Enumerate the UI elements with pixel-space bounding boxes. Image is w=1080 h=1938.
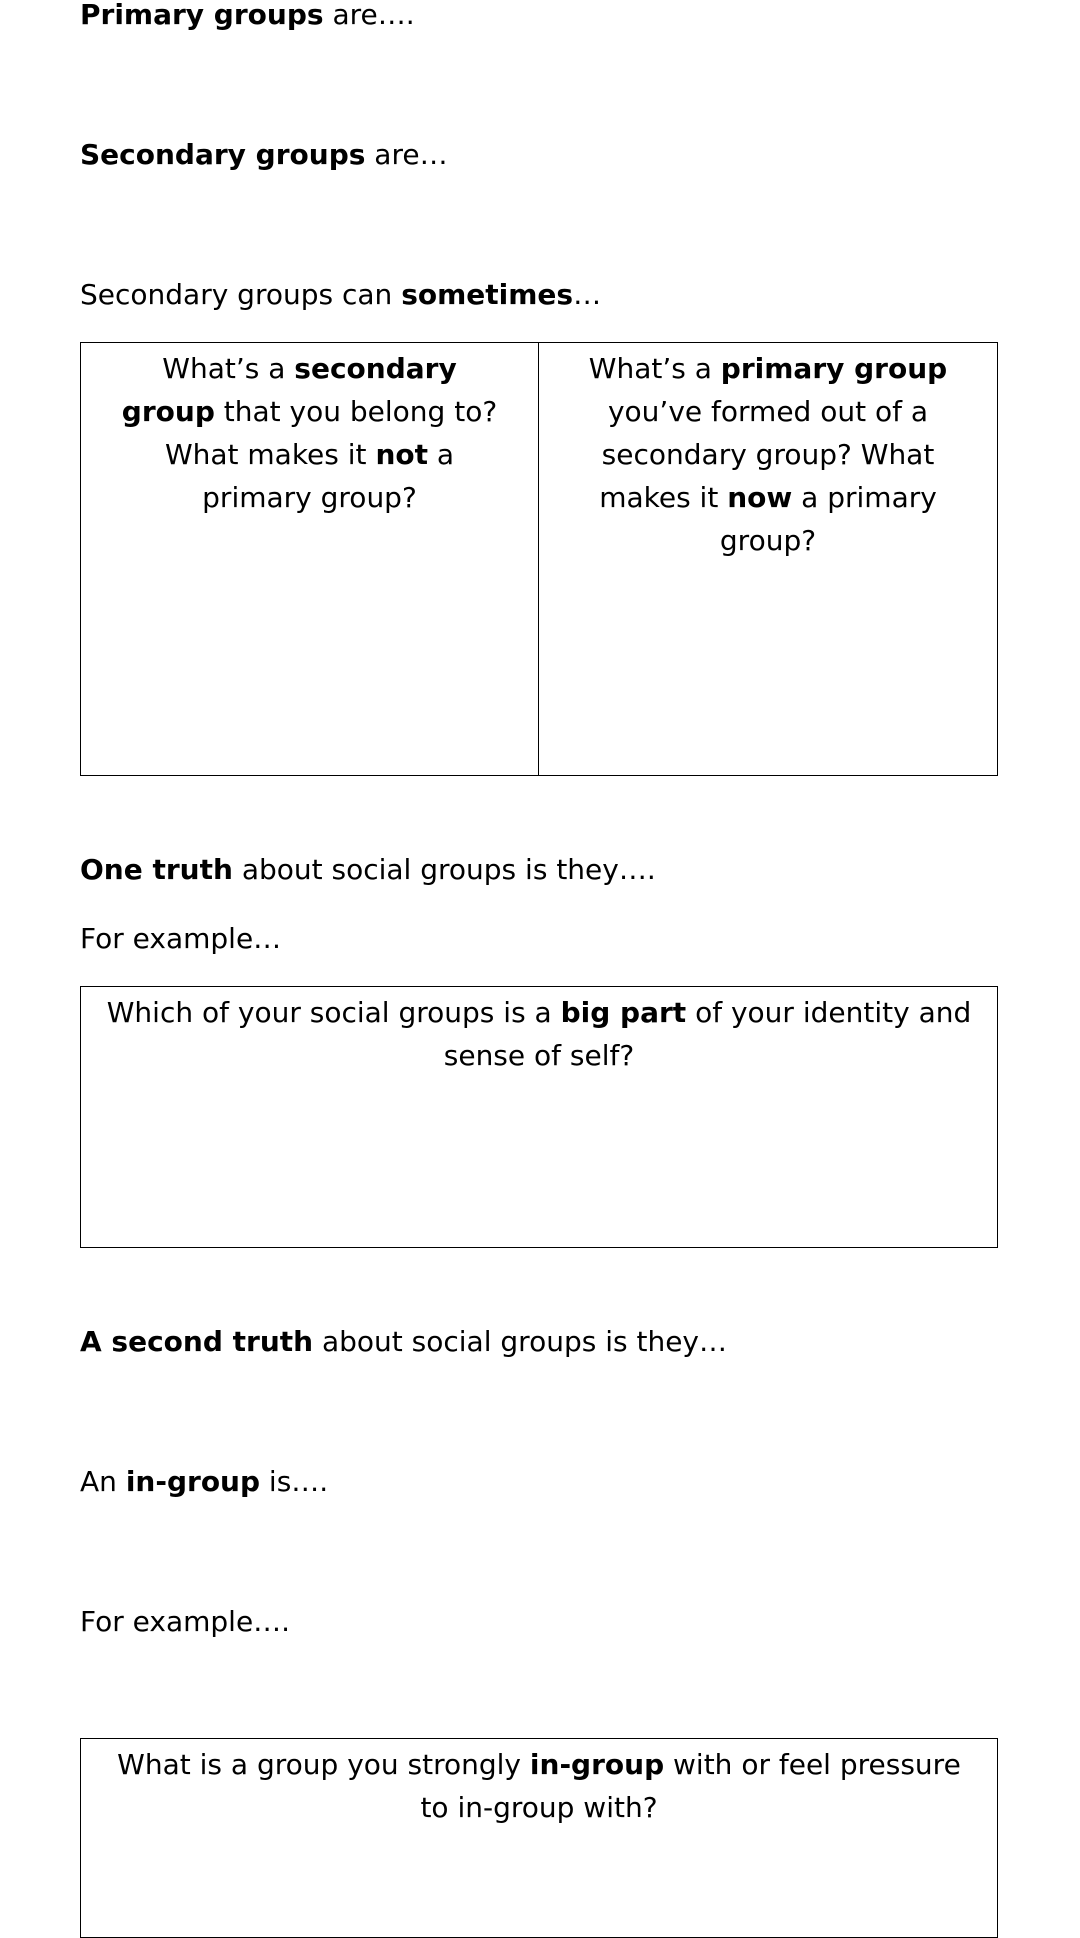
identity-box-text: Which of your social groups is a big part of your identity and sense of self?	[106, 996, 972, 1072]
secondary-groups-rest: are…	[365, 138, 448, 171]
primary-groups-prompt	[80, 0, 415, 33]
one-truth-term: One truth	[80, 853, 233, 886]
second-truth-prompt	[80, 1324, 727, 1360]
secondary-group-answer-cell[interactable]	[81, 343, 539, 775]
primary-group-answer-cell[interactable]	[539, 343, 997, 775]
in-group-answer-box[interactable]	[80, 1738, 998, 1938]
secondary-sometimes-prompt	[80, 277, 601, 313]
secondary-sometimes-term: sometimes	[401, 278, 574, 311]
secondary-sometimes-rest: …	[573, 278, 602, 311]
group-comparison-table	[80, 342, 998, 776]
second-truth-term: A second truth	[80, 1325, 314, 1358]
one-truth-rest: about social groups is they….	[232, 853, 656, 886]
one-truth-prompt	[80, 852, 656, 888]
primary-groups-term: Primary groups	[80, 0, 324, 31]
second-truth-rest: about social groups is they…	[313, 1325, 727, 1358]
in-group-prompt: An in-group is….	[80, 1465, 329, 1498]
primary-cell-text: What’s a primary group you’ve formed out of a secondary group? What makes it now a primary group?	[588, 352, 948, 557]
identity-answer-box[interactable]	[80, 986, 998, 1248]
secondary-sometimes-pre: Secondary groups can	[80, 278, 402, 311]
secondary-groups-term: Secondary groups	[80, 138, 366, 171]
in-group-box-text: What is a group you strongly in-group with or feel pressure to in-group with?	[117, 1748, 961, 1824]
in-group-term: in-group	[125, 1465, 261, 1498]
secondary-cell-text: What’s a secondary group that you belong to? What makes it not a primary group?	[121, 352, 498, 514]
for-example-prompt-1: For example…	[80, 922, 282, 955]
for-example-prompt-2: For example….	[80, 1605, 291, 1638]
secondary-groups-prompt	[80, 137, 448, 173]
primary-groups-rest: are….	[323, 0, 415, 31]
